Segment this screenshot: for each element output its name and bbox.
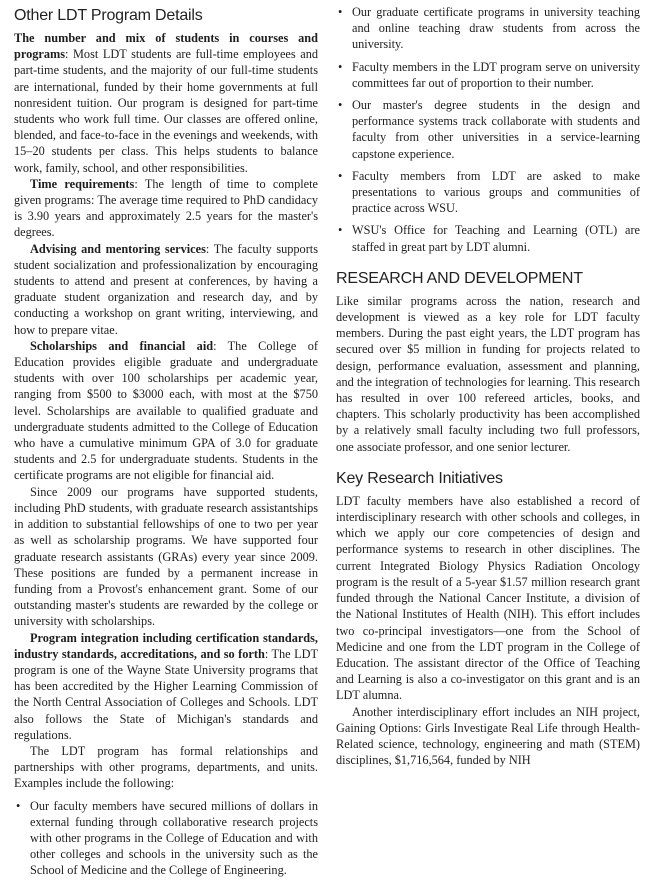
heading-student-mix: The number and mix of students in courses and programs xyxy=(14,31,318,62)
paragraph-since-2009: Since 2009 our programs have supported students, including PhD students, with graduate research assistantships in addition to substantial fellowships of one to two per year as well as scholarship programs. We have supported four graduate research assistants (GRAs) every year since 2009. These positions are funded by a permanent increase in funding from a Provost's enhancement grant. Some of our outstanding master's students are rewarded by the college or university with scholarships. xyxy=(14,484,318,629)
paragraph-key-research-2: Another interdisciplinary effort includes an NIH project, Gaining Options: Girls Investigate Real Life through Health-Related science, technology, engineering and math (STEM) disciplines, $1,716,564, funded by NIH xyxy=(336,704,640,768)
list-item: • Our master's degree students in the design and performance systems track collaborate with students and faculty from other universities in a service-learning capstone experience. xyxy=(338,98,640,161)
paragraph-scholarships: Scholarships and financial aid: The College of Education provides eligible graduate and undergraduate students with over 100 scholarships per academic year, ranging from $500 to $3000 each, with most at the $750 level. Scholarships are available to qualified graduate and undergraduate students admitted to the College of Education who have a cumulative minimum GPA of 3.0 for graduate students and 2.5 for undergraduate students. Students in the certificate programs are not eligible for financial aid. xyxy=(14,338,319,483)
heading-scholarships: Scholarships and financial aid xyxy=(30,338,214,353)
section-title-research: RESEARCH AND DEVELOPMENT xyxy=(336,269,583,287)
list-item: • Our faculty members have secured millions of dollars in external funding through collaborative research projects with other programs in the College of Education and with other colleges and schools in the university such as the School of Medicine and the College of Engineering. xyxy=(16,798,318,878)
right-column xyxy=(336,0,640,768)
list-item: • Faculty members in the LDT program serve on university committees far out of proportion to their number. xyxy=(338,59,640,90)
section-title-key-research: Key Research Initiatives xyxy=(336,469,503,487)
section-title-other-ldt: Other LDT Program Details xyxy=(14,7,203,24)
paragraph-advising: Advising and mentoring services: The faculty supports student socialization and professionalization by encouraging students to attend and present at conferences, by having a graduate student organization and research day, and by conducting a workshop on grant writing, interviewing, and how to prepare vitae. xyxy=(14,241,318,337)
paragraph-student-mix: The number and mix of students in courses and programs: Most LDT students are full-time employees and part-time students, and the majority of our full-time students are international, funded by their home governments at full nonresident tuition. Our program is designed for part-time students who work full time. Our classes are offered online, blended, and face-to-face in the evenings and weekends, with 15–20 students per class. This helps students to balance work, family, school, and other responsibilities. xyxy=(14,31,318,175)
left-column xyxy=(14,0,318,885)
heading-advising: Advising and mentoring services xyxy=(30,241,206,256)
heading-program-integration: Program integration including certification standards, industry standards, accreditations, and so forth xyxy=(14,630,318,661)
list-item: • Our graduate certificate programs in university teaching and online teaching draw students from across the university. xyxy=(338,5,640,52)
bullet-icon: • xyxy=(338,5,343,19)
list-item: • WSU's Office for Teaching and Learning (OTL) are staffed in great part by LDT alumni. xyxy=(338,223,640,254)
heading-time-requirements: Time requirements xyxy=(30,176,135,191)
bullet-list-left xyxy=(14,798,318,879)
bullet-icon: • xyxy=(338,223,343,238)
bullet-icon: • xyxy=(338,168,343,183)
paragraph-relationships: The LDT program has formal relationships and partnerships with other programs, departments, and units. Examples include the following: xyxy=(14,743,318,791)
paragraph-research: Like similar programs across the nation, research and development is viewed as a key role for LDT faculty members. During the past eight years, the LDT program has secured over $5 million in funding for projects related to design, performance evaluation, assessment and planning, and the integration of technologies for learning. This research has resulted in over 100 refereed articles, books, and chapters. This scholarly productivity has been accomplished by a relatively small faculty including two full professors, one associate professor, and one senior lecturer. xyxy=(336,293,640,454)
paragraph-time-requirements: Time requirements: The length of time to complete given programs: The average time required to PhD candidacy is 3.90 years and approximately 2.5 years for the master's degrees. xyxy=(14,176,319,240)
list-item: • Faculty members from LDT are asked to make presentations to various groups and communities of practice across WSU. xyxy=(338,168,640,216)
bullet-icon: • xyxy=(338,59,343,74)
bullet-icon: • xyxy=(16,798,21,813)
bullet-icon: • xyxy=(338,98,343,113)
paragraph-program-integration: Program integration including certification standards, industry standards, accreditations, and so forth: The LDT program is one of the Wayne State University programs that has been accredited by the Higher Learning Commission of the North Central Association of Colleges and Schools. LDT also follows the State of Michigan's standards and regulations. xyxy=(14,630,318,742)
paragraph-key-research-1: LDT faculty members have also established a record of interdisciplinary research with other schools and colleges, in which we apply our core competencies of design and performance systems to research in other disciplines. The current Integrated Biology Physics Radiation Oncology program is the result of a 5-year $1.57 million research grant funded through the National Cancer Institute, a division of the National Institutes of Health (NIH). This effort includes two co-principal investigators—one from the School of Medicine and one from the LDT program in the College of Education. The assistant director of the Office of Teaching and Learning is also a co-investigator on this grant and is an LDT alumna. xyxy=(336,493,640,703)
bullet-list-right xyxy=(336,4,640,255)
